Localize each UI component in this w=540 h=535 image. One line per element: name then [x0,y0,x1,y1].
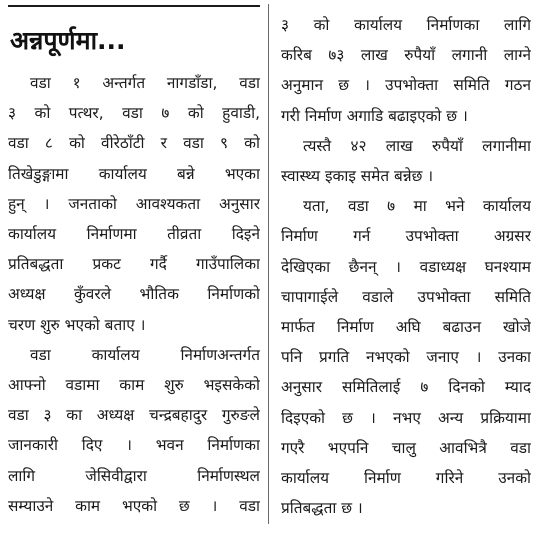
text-line: दिइएको छ । नभए अन्य प्रक्रियामा [281,408,531,427]
left-column [8,68,260,521]
left-paragraph-2 [8,340,260,521]
text-line: वडा ३ का अध्यक्ष चन्द्रबहादुर गुरुङले [8,406,260,425]
text-line: तिखेडुङ्गामा कार्यालय बन्ने भएका [8,164,260,183]
text-line: ३ को कार्यालय निर्माणका लागि [281,16,531,34]
right-paragraph-1 [281,10,531,131]
text-line: चापागाईले वडाले उपभोक्ता समिति [281,287,531,306]
text-line: प्रतिबद्धता प्रकट गर्दै गाउँपालिका [8,255,260,274]
text-line: यता, वडा ७ मा भने कार्यालय [303,197,531,216]
text-line: कार्यालय निर्माणमा तीव्रता दिइने [8,225,260,244]
text-line: निर्माण गर्न उपभोक्ता अग्रसर [281,227,531,246]
text-line: जानकारी दिए । भवन निर्माणका [8,436,260,455]
text-line: पनि प्रगति नभएको जनाए । उनका [281,348,531,367]
text-line: लागि जेसिवीद्वारा निर्माणस्थल [8,466,260,485]
text-line: ३ को पत्थर, वडा ७ को हुवाडी, [8,104,260,123]
right-column [281,10,531,523]
text-line: चरण शुरु भएको बताए । [8,315,146,334]
text-line: वडा १ अन्तर्गत नागडाँडा, वडा [30,74,260,92]
text-line: करिब ७३ लाख रुपैयाँ लगानी लाग्ने [281,46,531,65]
text-line: वडा कार्यालय निर्माणअन्तर्गत [30,345,260,364]
text-line: कार्यालय निर्माण गरिने उनको [281,469,531,488]
column-divider [268,4,269,524]
text-line: आफ्नो वडामा काम शुरु भइसकेको [8,376,260,395]
text-line: अनुमान छ । उपभोक्ता समिति गठन [281,76,531,95]
right-paragraph-3 [281,191,531,523]
text-line: मार्फत निर्माण अघि बढाउन खोजे [281,318,531,337]
text-line: गरी निर्माण अगाडि बढाइएको छ । [281,106,468,125]
text-line: अध्यक्ष कुँवरले भौतिक निर्माणको [8,285,260,304]
text-line: अनुसार समितिलाई ७ दिनको म्याद [281,378,531,397]
text-line: सम्याउने काम भएको छ । वडा [8,496,260,515]
text-line: स्वास्थ्य इकाइ समेत बन्नेछ । [281,167,434,186]
text-line: गएरै भएपनि चालु आवभित्रै वडा [281,438,531,457]
headline-top-rule [8,5,260,7]
text-line: प्रतिबद्धता छ । [281,499,363,518]
text-line: त्यस्तै ४२ लाख रुपैयाँ लगानीमा [303,136,531,155]
text-line: हुन् । जनताको आवश्यकता अनुसार [8,194,260,213]
left-paragraph-1 [8,68,260,340]
right-paragraph-2 [281,131,531,191]
article-headline: अन्नपूर्णमा... [10,26,126,55]
text-line: वडा ८ को वीरेठाँटी र वडा ९ को [8,134,260,153]
text-line: देखिएका छैनन् । वडाध्यक्ष घनश्याम [281,257,531,276]
